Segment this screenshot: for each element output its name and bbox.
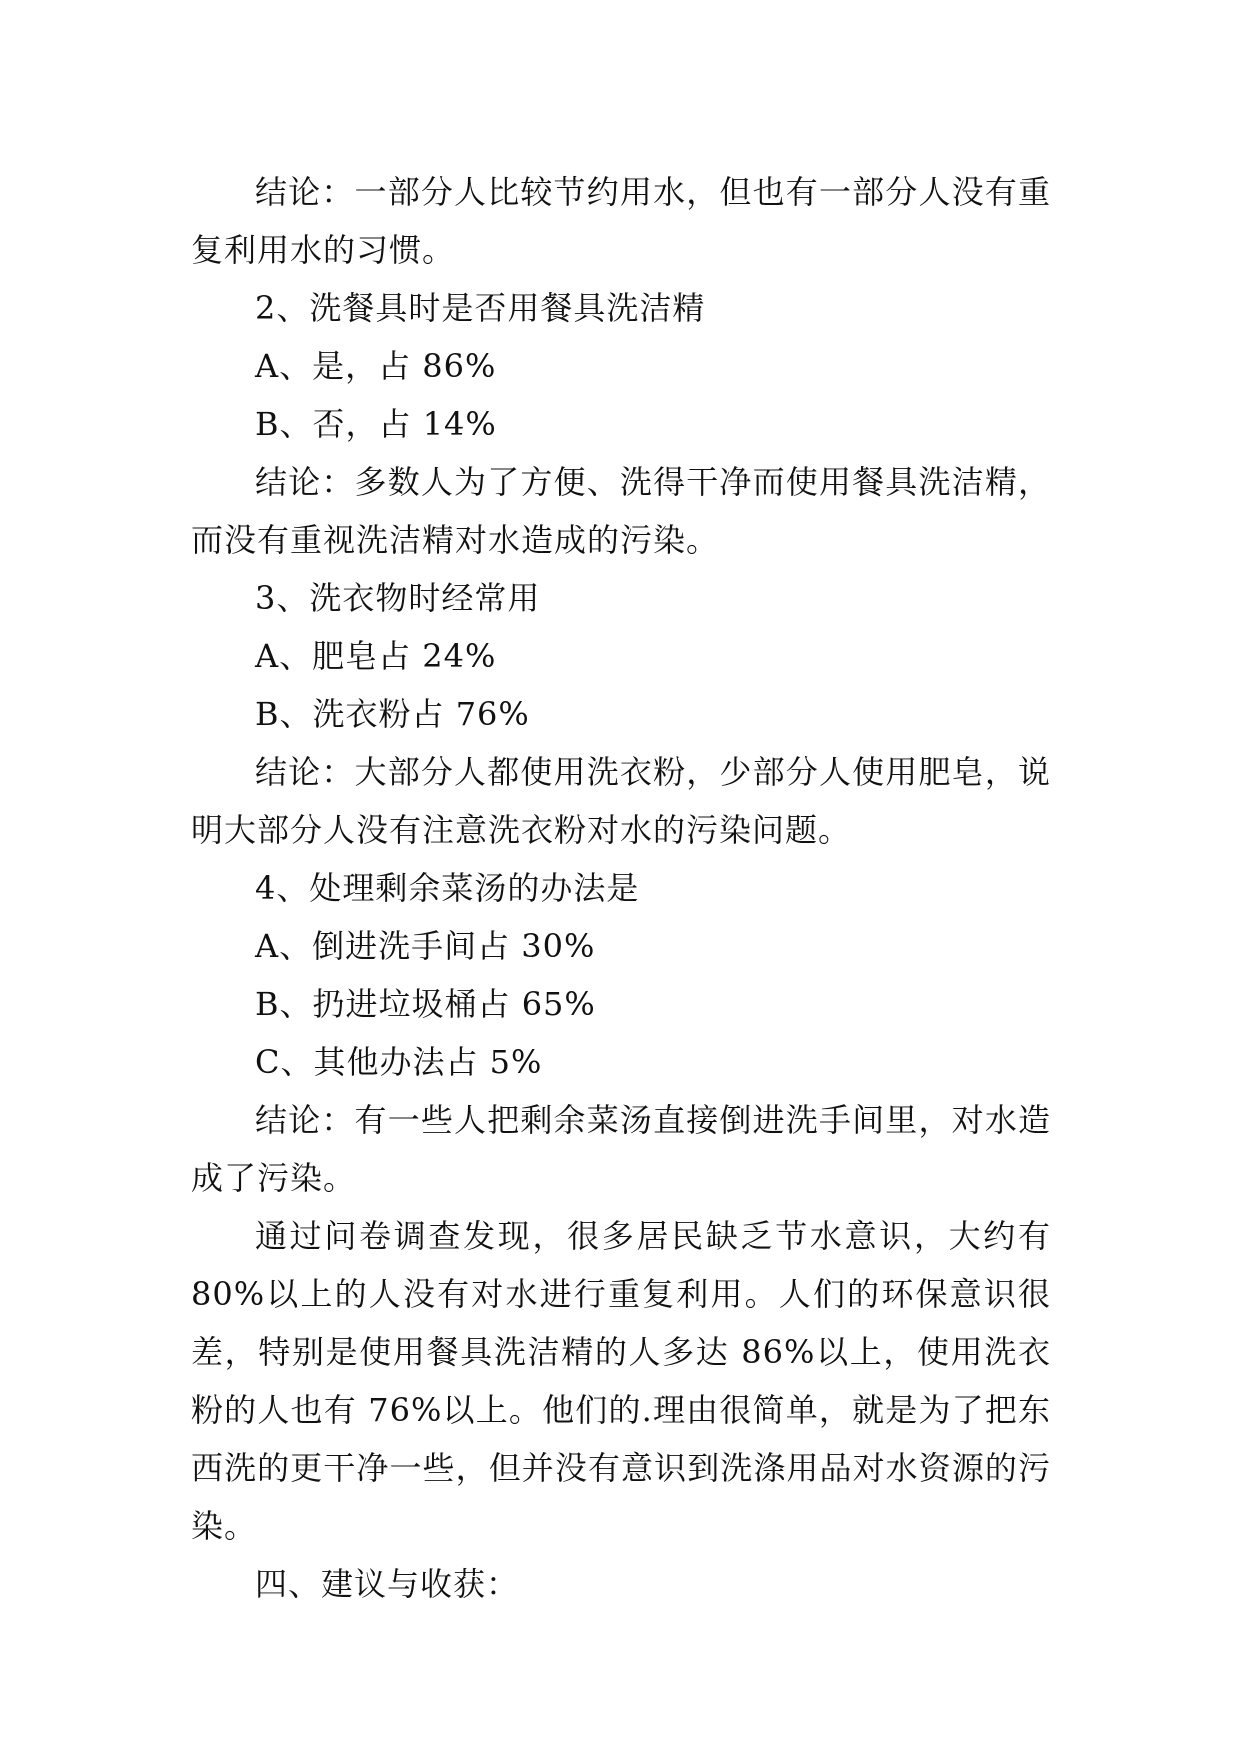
- question-4-heading: 4、处理剩余菜汤的办法是: [255, 869, 640, 907]
- conclusion-paragraph-4: 结论：有一些人把剩余菜汤直接倒进洗手间里，对水造成了污染。: [191, 1101, 1051, 1197]
- question-3-option-b: B、洗衣粉占 76%: [255, 695, 530, 733]
- question-3-option-a: A、肥皂占 24%: [255, 637, 497, 675]
- conclusion-paragraph-3: 结论：大部分人都使用洗衣粉，少部分人使用肥皂，说明大部分人没有注意洗衣粉对水的污染问题。: [191, 753, 1051, 849]
- conclusion-paragraph-1: 结论：一部分人比较节约用水，但也有一部分人没有重复利用水的习惯。: [191, 173, 1051, 269]
- question-4-option-c: C、其他办法占 5%: [255, 1043, 543, 1081]
- question-2-option-b: B、否，占 14%: [255, 405, 497, 443]
- question-2-heading: 2、洗餐具时是否用餐具洗洁精: [255, 289, 706, 327]
- question-4-option-b: B、扔进垃圾桶占 65%: [255, 985, 596, 1023]
- question-3-heading: 3、洗衣物时经常用: [255, 579, 541, 617]
- question-2-option-a: A、是，占 86%: [255, 347, 497, 385]
- section-4-heading: 四、建议与收获：: [255, 1565, 520, 1603]
- survey-summary-paragraph: 通过问卷调查发现，很多居民缺乏节水意识，大约有 80%以上的人没有对水进行重复利用。人们的环保意识很差，特别是使用餐具洗洁精的人多达 86%以上，使用洗衣粉的人也有 76%以上。他们的.理由很简单，就是为了把东西洗的更干净一些，但并没有意识到洗涤用品对水资源的污染。: [191, 1217, 1051, 1545]
- question-4-option-a: A、倒进洗手间占 30%: [255, 927, 596, 965]
- conclusion-paragraph-2: 结论：多数人为了方便、洗得干净而使用餐具洗洁精，而没有重视洗洁精对水造成的污染。: [191, 463, 1051, 559]
- document-body: [191, 163, 1051, 1613]
